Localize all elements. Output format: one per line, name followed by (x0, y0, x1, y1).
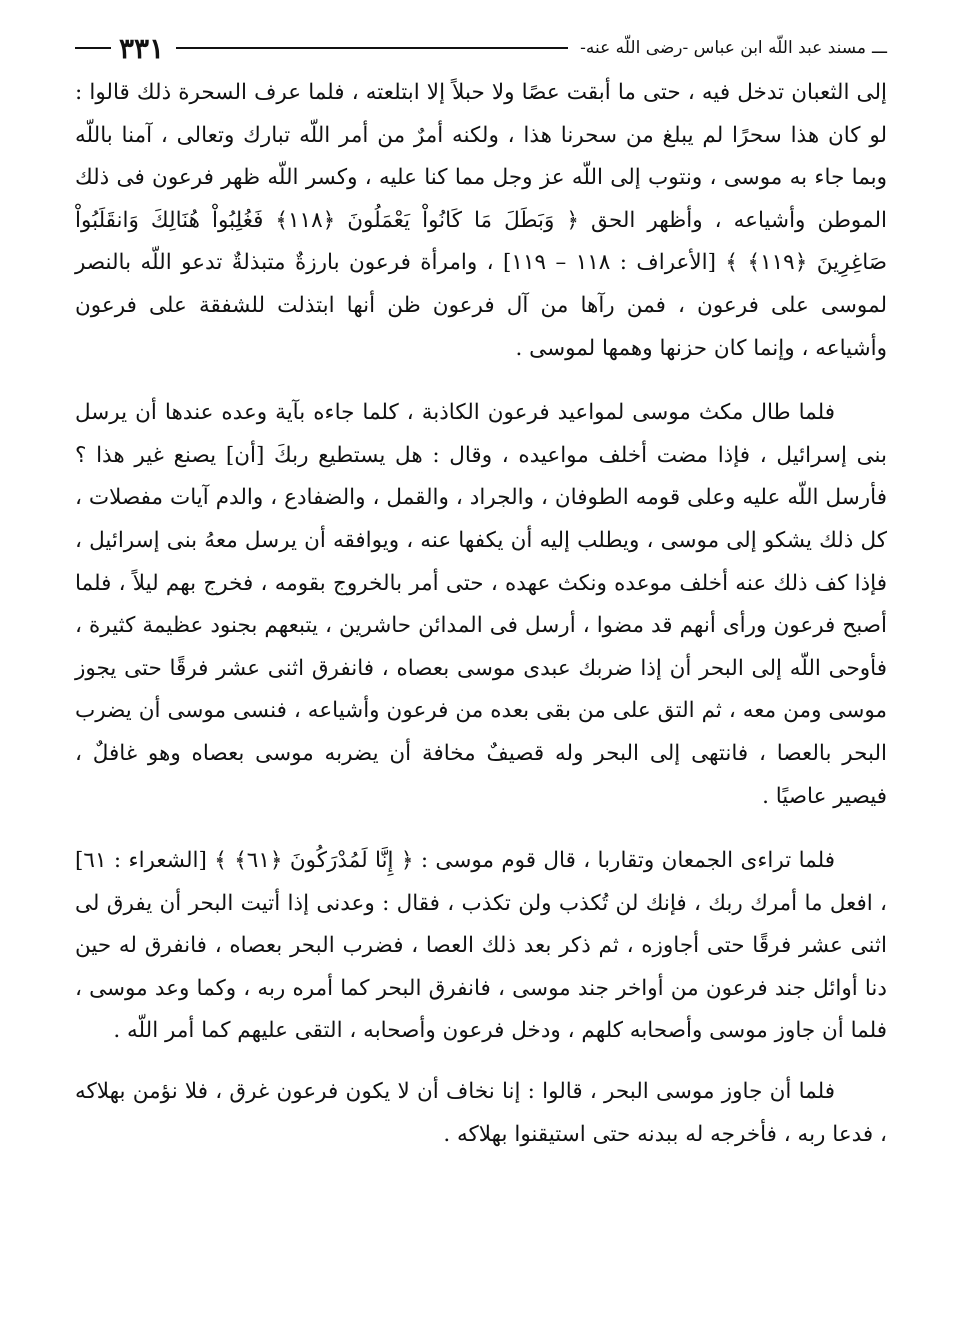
paragraph-3: فلما تراءى الجمعان وتقاربا ، قال قوم موسى : ﴿ إِنَّا لَمُدْرَكُونَ ﴿٦١﴾ ﴾ [الشعراء : ٦١] ، افعل ما أمرك ربك ، فإنك لن تُكذب ولن تكذب ، فقال : وعدنى إذا أتيت البحر أن يفرق لى اثنى عشر فرقًا حتى أجاوزه ، ثم ذكر بعد ذلك العصا ، فضرب البحر بعصاه ، فانفرق له حين دنا أوائل جند فرعون من أواخر جند موسى ، فانفرق البحر كما أمره ربه ، وكما وعد موسى ، فلما أن جاوز موسى وأصحابه كلهم ، ودخل فرعون وأصحابه ، التقى عليهم كما أمر اللّه . (75, 848, 887, 1044)
document-page (75, 28, 887, 1156)
paragraph-gap (75, 370, 887, 392)
header-dash: ـــ (872, 38, 887, 58)
paragraph-gap (75, 818, 887, 840)
header-rule (176, 47, 568, 49)
page-number: ٣٣١ (119, 31, 165, 65)
running-title: مسند عبد اللّه ابن عباس -رضى اللّه عنه- (580, 38, 867, 58)
paragraph-gap (75, 1053, 887, 1071)
paragraph-2: فلما طال مكث موسى لمواعيد فرعون الكاذبة ، كلما جاءه بآية وعده عندها أن يرسل بنى إسرائيل ، فإذا مضت أخلف مواعيده ، وقال : هل يستطيع ربكَ [أن] يصنع غير هذا ؟ فأرسل اللّه عليه وعلى قومه الطوفان ، والجراد ، والقمل ، والضفادع ، والدم آيات مفصلات ، كل ذلك يشكو إلى موسى ، ويطلب إليه أن يكفها عنه ، ويوافقه أن يرسل معهُ بنى إسرائيل ، فإذا كف ذلك عنه أخلف موعده ونكث عهده ، حتى أمر بالخروج بقومه ، فخرج بهم ليلاً ، فلما أصبح فرعون ورأى أنهم قد مضوا ، أرسل فى المدائن حاشرين ، يتبعهم بجنود عظيمة كثيرة ، فأوحى اللّه إلى البحر أن إذا ضربك عبدى موسى بعصاه ، فانفرق اثنى عشر فرقًا حتى يجوز موسى ومن معه ، ثم التق على من بقى بعده من فرعون وأشياعه ، فنسى موسى أن يضرب البحر بالعصا ، فانتهى إلى البحر وله قصيفٌ مخافة أن يضربه موسى بعصاه وهو غافلٌ ، فيصير عاصيًا . (75, 400, 887, 809)
header-rule-end (75, 47, 111, 49)
paragraph-1: إلى الثعبان تدخل فيه ، حتى ما أبقت عصًا ولا حبلاً إلا ابتلعته ، فلما عرف السحرة ذلك قالوا : لو كان هذا سحرًا لم يبلغ من سحرنا هذا ، ولكنه أمرٌ من أمر اللّه تبارك وتعالى ، آمنا باللّه وبما جاء به موسى ، ونتوب إلى اللّه عز وجل مما كنا عليه ، وكسر اللّه ظهر فرعون فى ذلك الموطن وأشياعه ، وأظهر الحق ﴿ وَبَطَلَ مَا كَانُواْ يَعْمَلُونَ ﴿١١٨﴾ فَغُلِبُواْ هُنَالِكَ وَانقَلَبُواْ صَاغِرِينَ ﴿١١٩﴾ ﴾ [الأعراف : ١١٨ – ١١٩] ، وامرأة فرعون بارزةٌ متبذلةٌ تدعو اللّه بالنصر لموسى على فرعون ، فمن رآها من آل فرعون ظن أنها ابتذلت للشفقة على فرعون وأشياعه ، وإنما كان حزنها وهمها لموسى . (75, 80, 888, 361)
page-header (75, 28, 887, 68)
paragraph-4: فلما أن جاوز موسى البحر ، قالوا : إنا نخاف أن لا يكون فرعون غرق ، فلا نؤمن بهلاكه ، فدعا ربه ، فأخرجه له ببدنه حتى استيقنوا بهلاكه . (75, 1079, 887, 1147)
